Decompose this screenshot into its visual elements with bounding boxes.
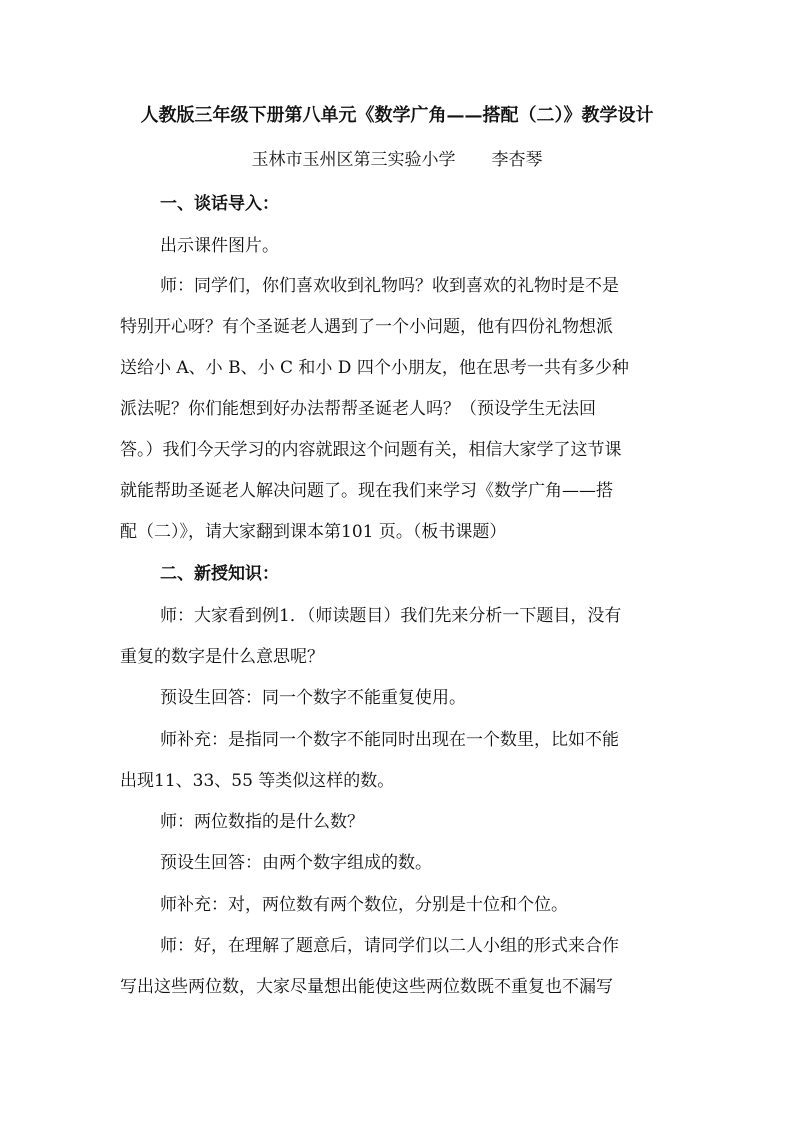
paragraph-line: 答。）我们今天学习的内容就跟这个问题有关，相信大家学了这节课: [120, 440, 622, 460]
author-line: [0, 147, 794, 173]
paragraph-line: 派法呢？你们能想到好办法帮帮圣诞老人吗？（预设学生无法回: [120, 399, 596, 419]
paragraph-line: 师：大家看到例1．（师读题目）我们先来分析一下题目，没有: [160, 606, 622, 626]
paragraph-line: 师补充：是指同一个数字不能同时出现在一个数里，比如不能: [160, 730, 619, 750]
paragraph-line: 预设生回答：同一个数字不能重复使用。: [160, 688, 466, 708]
paragraph-line: 出示课件图片。: [160, 236, 279, 256]
paragraph-line: 师：同学们，你们喜欢收到礼物吗？收到喜欢的礼物时是不是: [160, 276, 619, 296]
paragraph-line: 师：两位数指的是什么数？: [160, 812, 364, 832]
paragraph-line: 出现11、33、55 等类似这样的数。: [120, 771, 395, 791]
paragraph-line: 写出这些两位数，大家尽量想出能使这些两位数既不重复也不漏写: [120, 977, 613, 997]
paragraph-line: 配（二）》，请大家翻到课本第101 页。（板书课题）: [120, 522, 507, 542]
author-name: 李杏琴: [491, 150, 543, 170]
paragraph-line: 就能帮助圣诞老人解决问题了。现在我们来学习《数学广角——搭: [120, 481, 613, 501]
document-title: 人教版三年级下册第八单元《数学广角——搭配（二）》教学设计: [140, 105, 654, 126]
section-heading-new-knowledge: 二、新授知识：: [160, 564, 279, 584]
paragraph-line: 师补充：对，两位数有两个数位，分别是十位和个位。: [160, 895, 568, 915]
paragraph-line: 送给小 A、小 B、小 C 和小 D 四个小朋友，他在思考一共有多少种: [120, 358, 629, 378]
paragraph-line: 特别开心呀？有个圣诞老人遇到了一个小问题，他有四份礼物想派: [120, 317, 613, 337]
paragraph-line: 重复的数字是什么意思呢？: [120, 647, 324, 667]
section-heading-intro: 一、谈话导入：: [160, 194, 279, 214]
school-name: 玉林市玉州区第三实验小学: [251, 150, 456, 170]
paragraph-line: 预设生回答：由两个数字组成的数。: [160, 853, 432, 873]
paragraph-line: 师：好，在理解了题意后，请同学们以二人小组的形式来合作: [160, 936, 619, 956]
